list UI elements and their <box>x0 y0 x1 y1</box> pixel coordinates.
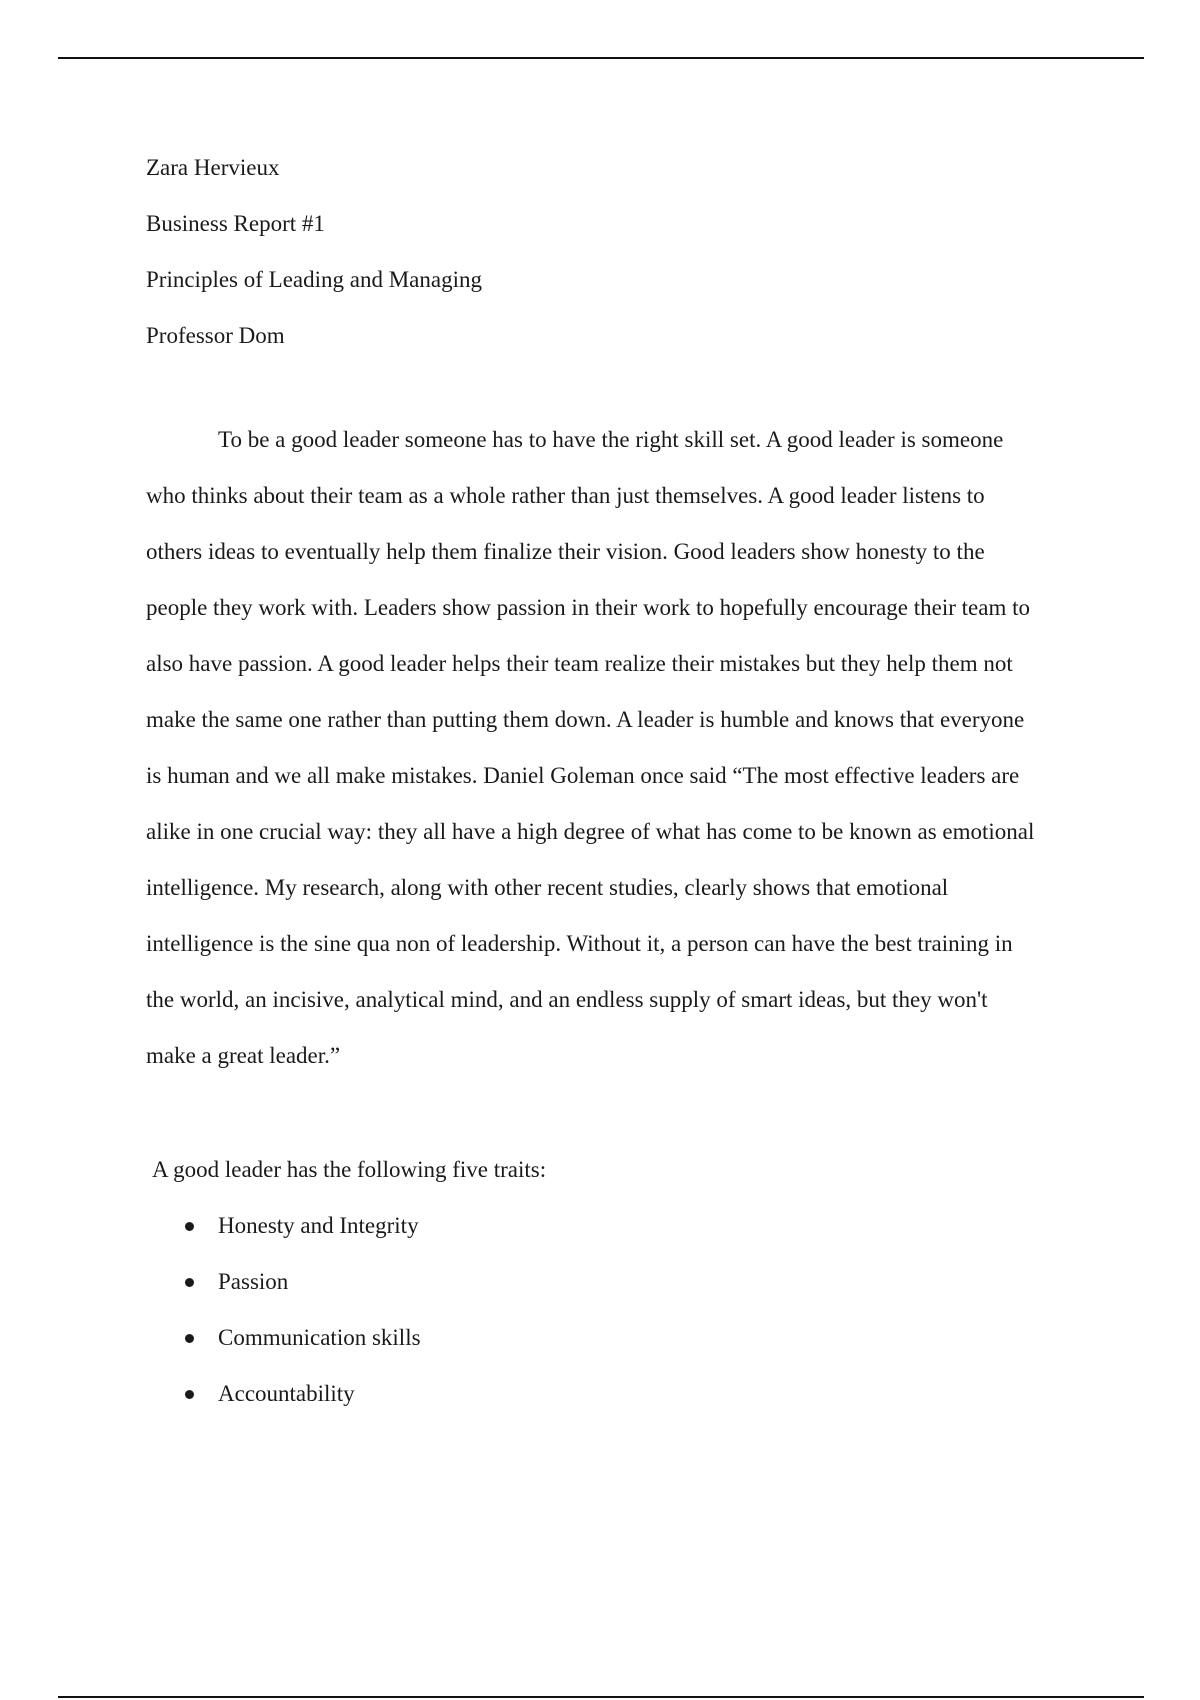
paragraph-line: intelligence is the sine qua non of leadership. Without it, a person can have the best training in <box>146 931 1013 956</box>
paragraph-line: intelligence. My research, along with other recent studies, clearly shows that emotional <box>146 875 949 900</box>
trait-label: Communication skills <box>218 1325 421 1350</box>
top-page-rule <box>58 57 1144 59</box>
body-paragraph <box>146 412 1086 1084</box>
trait-label: Honesty and Integrity <box>218 1213 419 1238</box>
paragraph-line: alike in one crucial way: they all have a high degree of what has come to be known as emotional <box>146 819 1035 844</box>
trait-label: Passion <box>218 1269 289 1294</box>
author-name: Zara Hervieux <box>146 155 280 180</box>
professor-name: Professor Dom <box>146 323 285 348</box>
bottom-page-rule <box>58 1696 1144 1698</box>
paragraph-line: the world, an incisive, analytical mind, and an endless supply of smart ideas, but they won't <box>146 987 988 1012</box>
bullet-icon <box>185 1390 194 1399</box>
bullet-icon <box>185 1278 194 1287</box>
paragraph-line: who thinks about their team as a whole rather than just themselves. A good leader listens to <box>146 483 985 508</box>
document-page <box>146 140 1086 1422</box>
trait-label: Accountability <box>218 1381 355 1406</box>
paragraph-line: make a great leader.” <box>146 1043 341 1068</box>
list-item <box>146 1366 1086 1422</box>
paragraph-line: is human and we all make mistakes. Daniel Goleman once said “The most effective leaders are <box>146 763 1020 788</box>
traits-intro: A good leader has the following five traits: <box>152 1157 547 1182</box>
paragraph-line: also have passion. A good leader helps their team realize their mistakes but they help them not <box>146 651 1013 676</box>
bullet-icon <box>185 1222 194 1231</box>
traits-list <box>146 1198 1086 1422</box>
report-title: Business Report #1 <box>146 211 325 236</box>
paragraph-line: To be a good leader someone has to have the right skill set. A good leader is someone <box>218 427 1004 452</box>
paragraph-line: others ideas to eventually help them finalize their vision. Good leaders show honesty to the <box>146 539 985 564</box>
list-item <box>146 1198 1086 1254</box>
paragraph-line: make the same one rather than putting them down. A leader is humble and knows that everyone <box>146 707 1025 732</box>
course-name: Principles of Leading and Managing <box>146 267 482 292</box>
list-item <box>146 1310 1086 1366</box>
list-item <box>146 1254 1086 1310</box>
paragraph-line: people they work with. Leaders show passion in their work to hopefully encourage their team to <box>146 595 1030 620</box>
bullet-icon <box>185 1334 194 1343</box>
